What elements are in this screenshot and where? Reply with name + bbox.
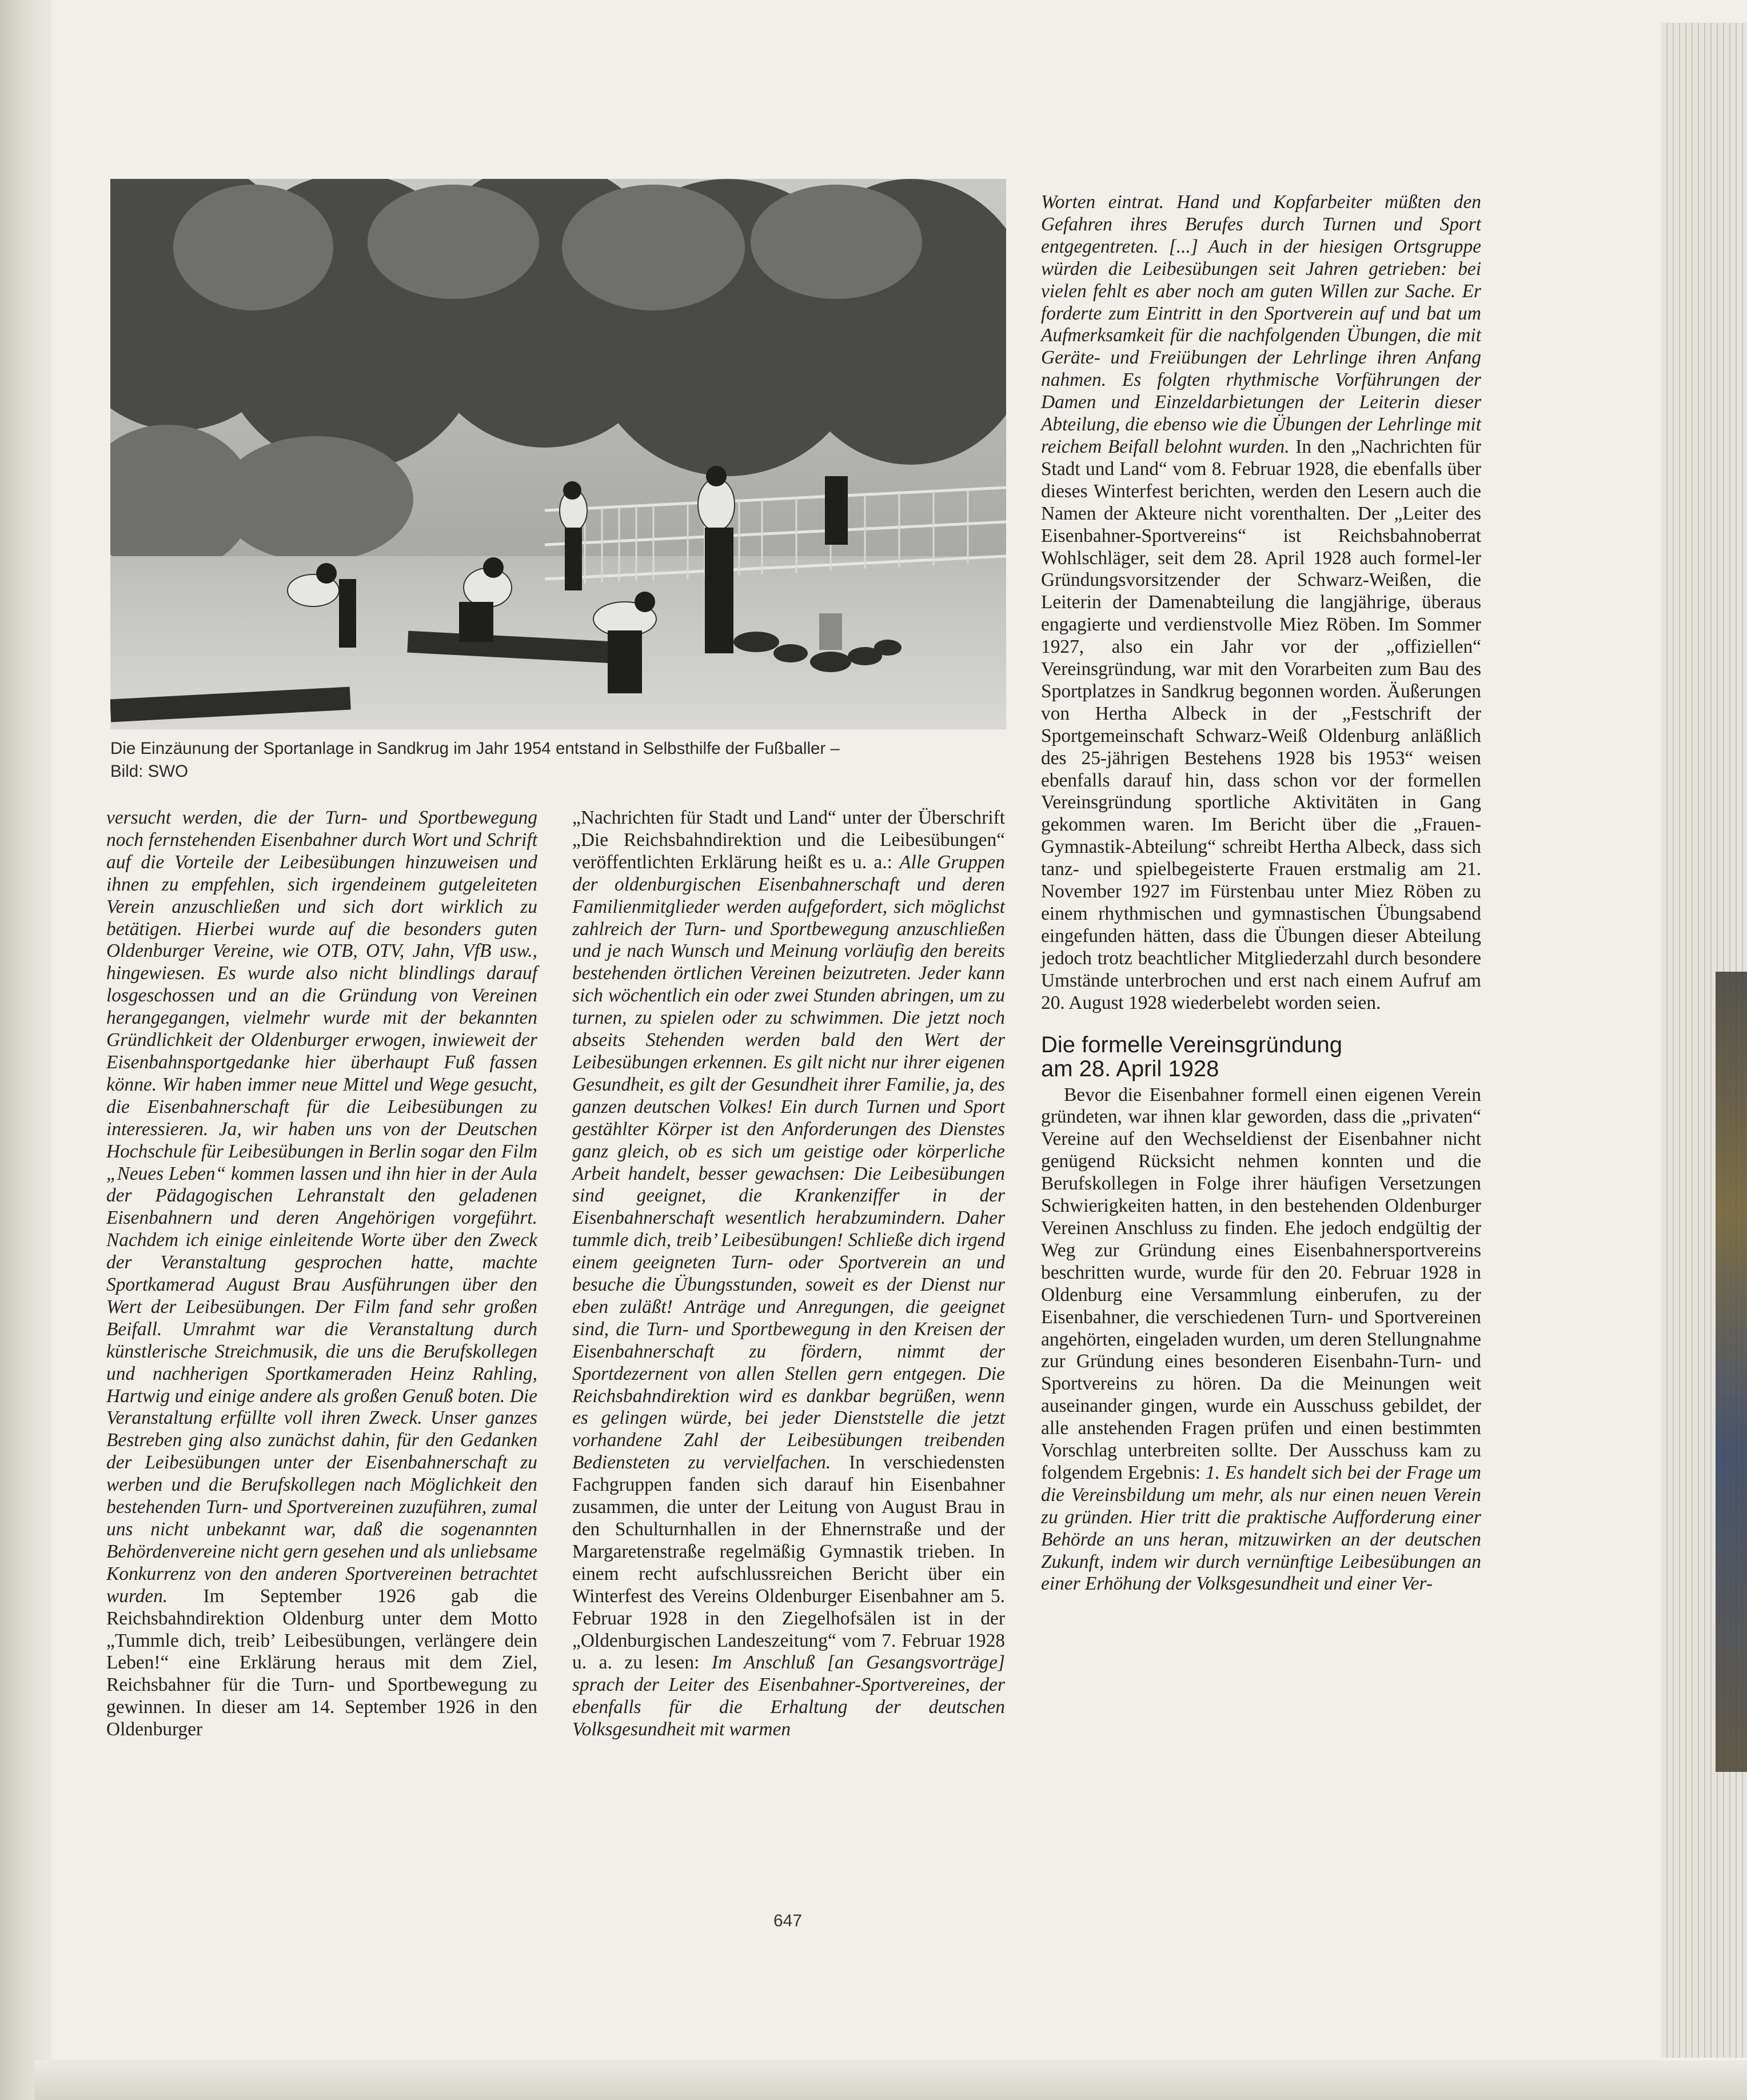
caption-line-2: Bild: SWO <box>110 762 189 781</box>
caption-line-1: Die Einzäunung der Sportanlage in Sandkrug im Jahr 1954 entstand in Selbsthilfe der Fußballer – <box>110 739 840 758</box>
book-spine-shadow <box>0 0 51 2100</box>
photo-image <box>110 179 1006 729</box>
paragraph <box>1041 1084 1481 1596</box>
paragraph <box>1041 191 1481 1015</box>
page-edge-colored-block <box>1716 972 1747 1772</box>
paragraph <box>106 807 537 1741</box>
text-run: In den „Nachrichten für Stadt und Land“ vom 8. Februar 1928, die ebenfalls über dieses Winterfest berichten, werden den Lesern auch die Namen der Akteure nicht vorenthalten. Der „Leiter des Eisenbahner-Sportvereins“ ist Reichsbahnoberrat Wohlschläger, seit dem 28. April 1928 auch formel-ler Gründungsvorsitzender der Schwarz-Weißen, die Leiterin der Damenabteilung die langjährige, überaus engagierte und verdienstvolle Miez Röben. Im Sommer 1927, also ein Jahr vor der „offiziellen“ Vereinsgründung, war mit den Vorarbeiten zum Bau des Sportplatzes in Sandkrug begonnen worden. Äußerungen von Hertha Albeck in der „Festschrift der Sportgemeinschaft Schwarz-Weiß Oldenburg anläßlich des 25-jährigen Bestehens 1928 bis 1953“ weisen ebenfalls darauf hin, dass schon vor der formellen Vereinsgründung sportliche Aktivitäten in Gang gekommen waren. Im Bericht über die „Frauen-Gymnastik-Abteilung“ schreibt Hertha Albeck, dass sich tanz- und spielbegeisterte Frauen erstmalig am 21. November 1927 im Fürstenbau unter Miez Röben zu einem rhythmischen und gymnastischen Übungsabend eingefunden hätten, dass die Übungen dieser Abteilung jedoch trotz beachtlicher Mitgliederzahl durch besondere Umstände unterbrochen und erst nach einem Aufruf am 20. August 1928 wiederbelebt worden seien. <box>1041 436 1481 1013</box>
text-run: „Nachrichten für Stadt und Land“ unter der Überschrift „Die Reichsbahndirektion und die Leibesübungen“ veröffentlichten Erklärung heißt es u. a.: <box>572 807 1005 873</box>
text-run: Im September 1926 gab die Reichsbahndirektion Oldenburg unter dem Motto „Tummle dich, treib’ Leibesübungen, verlängere dein Leben!“ eine Erklärung heraus mit dem Ziel, Reichsbahner für die Turn- und Sportbewegung zu gewinnen. In dieser am 14. September 1926 in den Oldenburger <box>106 1585 537 1740</box>
quote-text: Im Anschluß [an Gesangsvorträge] sprach der Leiter des Eisenbahner-Sportvereines, der ebenfalls für die Erhaltung der deutschen Volksgesundheit mit warmen <box>572 1652 1005 1740</box>
text-column-left <box>106 807 537 1741</box>
text-column-right <box>1041 191 1481 1595</box>
quote-text: 1. Es handelt sich bei der Frage um die Vereinsbildung um mehr, als nur einen neuen Verein zu gründen. Hier tritt die praktische Aufforderung einer Behörde an uns heran, mitzuwirken an der deutschen Zukunft, indem wir durch vernünftige Leibesübungen an einer Erhöhung der Volksgesundheit und einer Ver- <box>1041 1462 1481 1595</box>
text-column-middle <box>572 807 1005 1741</box>
text-run: In verschiedensten Fachgruppen fanden sich darauf hin Eisenbahner zusammen, die unter der Leitung von August Brau in den Schulturnhallen in der Ehnernstraße und der Margaretenstraße regelmäßig Gymnastik trieben. In einem recht aufschlussreichen Bericht über ein Winterfest des Vereins Oldenburger Eisenbahner am 5. Februar 1928 in den Ziegelhofsälen ist in der „Oldenburgischen Landeszeitung“ vom 7. Februar 1928 u. a. zu lesen: <box>572 1452 1005 1674</box>
photo-caption <box>110 737 1002 783</box>
quote-text: versucht werden, die der Turn- und Sportbewegung noch fernstehenden Eisenbahner durch Wort und Schrift auf die Vorteile der Leibesübungen hinzuweisen und ihnen zu empfehlen, sich irgendeinem gutgeleiteten Verein anzuschließen und sich dort wirklich zu betätigen. Hierbei wurde auf die besonders guten Oldenburger Vereine, wie OTB, OTV, Jahn, VfB usw., hingewiesen. Es wurde also nicht blindlings darauf losgeschossen und an die Gründung von Vereinen herangegangen, vielmehr wurde mit der bekannten Gründlichkeit der Oldenburger erwogen, inwieweit der Eisenbahnsportgedanke hier überhaupt Fuß fassen könne. Wir haben immer neue Mittel und Wege gesucht, die Eisenbahnerschaft für die Leibesübungen zu interessieren. Ja, wir haben uns von der Deutschen Hochschule für Leibesübungen in Berlin sogar den Film „Neues Leben“ kommen lassen und ihn hier in der Aula der Pädagogischen Lehranstalt den geladenen Eisenbahnern und deren Angehörigen vorgeführt. Nachdem ich einige einleitende Worte über den Zweck der Veranstaltung gesprochen hatte, machte Sportkamerad August Brau Ausführungen über den Wert der Leibesübungen. Der Film fand sehr großen Beifall. Umrahmt war die Veranstaltung durch künstlerische Streichmusik, die uns die Berufskollegen und nachherigen Sportkameraden Heinz Rahling, Hartwig und einige andere als großen Genuß boten. Die Veranstaltung erfüllte voll ihren Zweck. Unser ganzes Bestreben ging also zunächst dahin, für den Gedanken der Leibesübungen unter der Eisenbahnerschaft zu werben und die Berufskollegen nach Möglichkeit den bestehenden Turn- und Sportvereinen zuzuführen, zumal uns nicht unbekannt war, daß die sogenannten Behördenvereine nicht gern gesehen und als unliebsame Konkurrenz von den anderen Sportvereinen betrachtet wurden. <box>106 807 537 1607</box>
paragraph <box>572 807 1005 1741</box>
text-run: Bevor die Eisenbahner formell einen eigenen Verein gründeten, war ihnen klar geworden, dass die „privaten“ Vereine auf den Wechseldienst der Eisenbahner nicht genügend Rücksicht nehmen konnten und die Berufskollegen in Folge ihrer häufigen Versetzungen Schwierigkeiten hatten, in den bestehenden Oldenburger Vereinen Anschluss zu finden. Ehe jedoch endgültig der Weg zur Gründung eines Eisenbahnersportvereins beschritten wurde, wurde für den 20. Februar 1928 in Oldenburg eine Versammlung einberufen, zu der Eisenbahner, die verschiedenen Turn- und Sportvereinen angehörten, eingeladen wurden, um deren Stellungnahme zur Gründung eines besonderen Eisenbahn-Turn- und Sportvereins zu hören. Da die Meinungen weit auseinander gingen, wurde ein Ausschuss gebildet, der alle anstehenden Fragen prüfen und einen bestimmten Vorschlag unterbreiten sollte. Der Ausschuss kam zu folgendem Ergebnis: <box>1041 1084 1481 1483</box>
page-number: 647 <box>773 1911 803 1930</box>
page-edge-bottom <box>34 2060 1747 2100</box>
section-heading <box>1041 1033 1481 1081</box>
photo <box>110 179 1006 729</box>
heading-line-2: am 28. April 1928 <box>1041 1056 1219 1081</box>
quote-text: Alle Gruppen der oldenburgischen Eisenbahnerschaft und deren Familienmitglieder werden aufgefordert, sich möglichst zahlreich der Turn- und Sportbewegung anzuschließen und je nach Wunsch und Meinung vorläufig den bereits bestehenden örtlichen Vereinen beizutreten. Jeder kann sich wöchentlich ein oder zwei Stunden abringen, um zu turnen, zu spielen oder zu schwimmen. Die jetzt noch abseits Stehenden werden bald den Wert der Leibesübungen erkennen. Es gilt nicht nur ihrer eigenen Gesundheit, es gilt der Gesundheit ihrer Familie, ja, des ganzen deutschen Volkes! Ein durch Turnen und Sport gestählter Körper ist den Anforderungen des Dienstes ganz gleich, ob es sich um geistige oder körperliche Arbeit handelt, besser gewachsen: Die Leibesübungen sind geeignet, die Krankenziffer in der Eisenbahnerschaft wesentlich herabzumindern. Daher tummle dich, treib’ Leibesübungen! Schließe dich irgend einem geeigneten Turn- oder Sportverein an und besuche die Übungsstunden, soweit es der Dienst nur eben zuläßt! Anträge und Anregungen, die geeignet sind, die Turn- und Sportbewegung in den Kreisen der Eisenbahnerschaft zu fördern, nimmt der Sportdezernent von allen Stellen gern entgegen. Die Reichsbahndirektion wird es dankbar begrüßen, wenn es gelingen würde, bei jeder Dienststelle die jetzt vorhandene Zahl der Leibesübungen treibenden Bediensteten zu vervielfachen. <box>572 851 1005 1474</box>
quote-text: Worten eintrat. Hand und Kopfarbeiter müßten den Gefahren ihres Berufes durch Turnen und Sport entgegentreten. [...] Auch in der hiesigen Ortsgruppe würden die Leibesübungen seit Jahren getrieben: bei vielen fehlt es aber noch am guten Willen zur Sache. Er forderte zum Eintritt in den Sportverein auf und bat um Aufmerksamkeit für die nachfolgenden Übungen, die mit Geräte- und Freiübungen der Lehrlinge ihren Anfang nahmen. Es folgten rhythmische Vorführungen der Damen und Einzeldarbietungen der Leiterin dieser Abteilung, die ebenso wie die Übungen der Lehrlinge mit reichem Beifall belohnt wurden. <box>1041 191 1481 457</box>
heading-line-1: Die formelle Vereinsgründung <box>1041 1032 1342 1057</box>
